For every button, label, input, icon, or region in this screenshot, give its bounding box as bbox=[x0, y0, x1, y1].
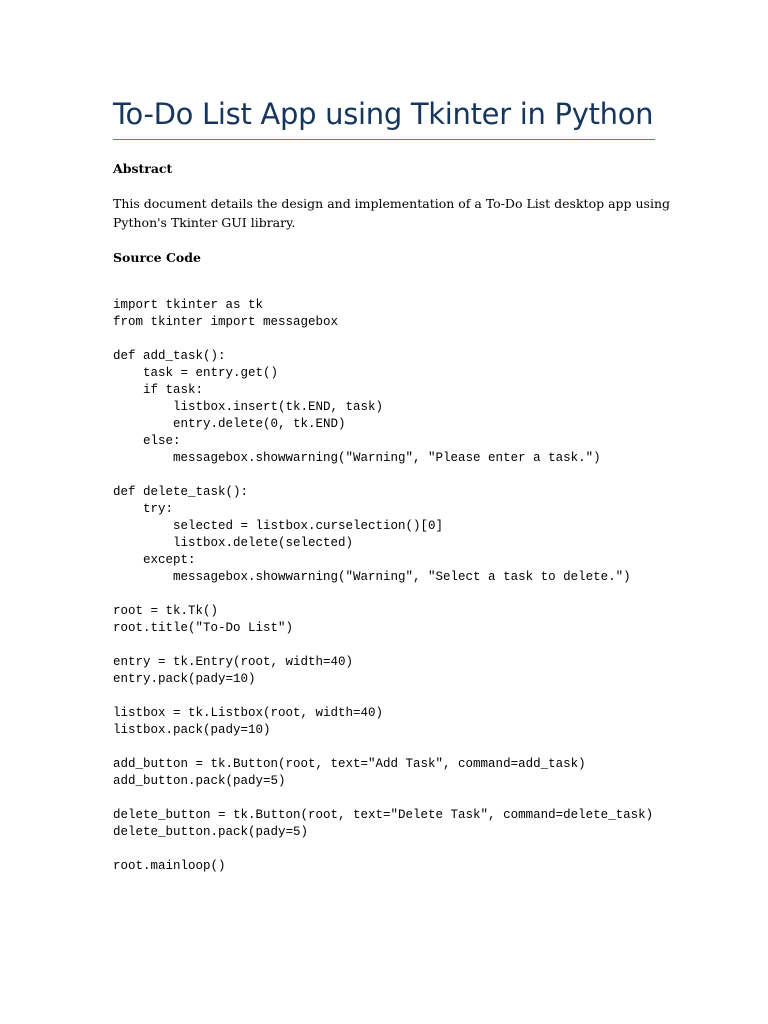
abstract-line: This document details the design and implementation of a To-Do List desktop app using bbox=[113, 196, 671, 211]
code-line: listbox.delete(selected) bbox=[113, 536, 354, 550]
code-line: import tkinter as tk bbox=[113, 298, 264, 312]
code-line bbox=[113, 790, 673, 807]
abstract-heading: Abstract bbox=[113, 161, 173, 176]
source-code-heading: Source Code bbox=[113, 250, 201, 265]
code-line bbox=[113, 331, 673, 348]
code-line: delete_button = tk.Button(root, text="Delete Task", command=delete_task) bbox=[113, 808, 654, 822]
code-line: def delete_task(): bbox=[113, 485, 249, 499]
code-line: if task: bbox=[113, 383, 204, 397]
abstract-line: Python's Tkinter GUI library. bbox=[113, 215, 296, 230]
code-line: listbox.insert(tk.END, task) bbox=[113, 400, 384, 414]
code-line: listbox = tk.Listbox(root, width=40) bbox=[113, 706, 384, 720]
code-line: delete_button.pack(pady=5) bbox=[113, 825, 309, 839]
code-line: add_button = tk.Button(root, text="Add Task", command=add_task) bbox=[113, 757, 586, 771]
abstract-paragraph bbox=[113, 194, 671, 232]
code-line: messagebox.showwarning("Warning", "Please enter a task.") bbox=[113, 451, 601, 465]
code-line bbox=[113, 688, 673, 705]
code-line bbox=[113, 467, 673, 484]
code-line: root.title("To-Do List") bbox=[113, 621, 294, 635]
code-line: task = entry.get() bbox=[113, 366, 279, 380]
code-line: entry.pack(pady=10) bbox=[113, 672, 256, 686]
code-line: listbox.pack(pady=10) bbox=[113, 723, 271, 737]
code-line: entry.delete(0, tk.END) bbox=[113, 417, 346, 431]
source-code-block bbox=[113, 297, 673, 875]
code-line: root = tk.Tk() bbox=[113, 604, 219, 618]
code-line: messagebox.showwarning("Warning", "Select a task to delete.") bbox=[113, 570, 631, 584]
code-line bbox=[113, 841, 673, 858]
code-line: try: bbox=[113, 502, 174, 516]
code-line bbox=[113, 739, 673, 756]
code-line: selected = listbox.curselection()[0] bbox=[113, 519, 444, 533]
code-line bbox=[113, 586, 673, 603]
code-line bbox=[113, 637, 673, 654]
code-line: root.mainloop() bbox=[113, 859, 226, 873]
code-line: else: bbox=[113, 434, 181, 448]
title-underline bbox=[113, 139, 655, 140]
document-title: To-Do List App using Tkinter in Python bbox=[113, 97, 654, 131]
code-line: entry = tk.Entry(root, width=40) bbox=[113, 655, 354, 669]
code-line: from tkinter import messagebox bbox=[113, 315, 339, 329]
code-line: except: bbox=[113, 553, 196, 567]
code-line: add_button.pack(pady=5) bbox=[113, 774, 286, 788]
code-line: def add_task(): bbox=[113, 349, 226, 363]
